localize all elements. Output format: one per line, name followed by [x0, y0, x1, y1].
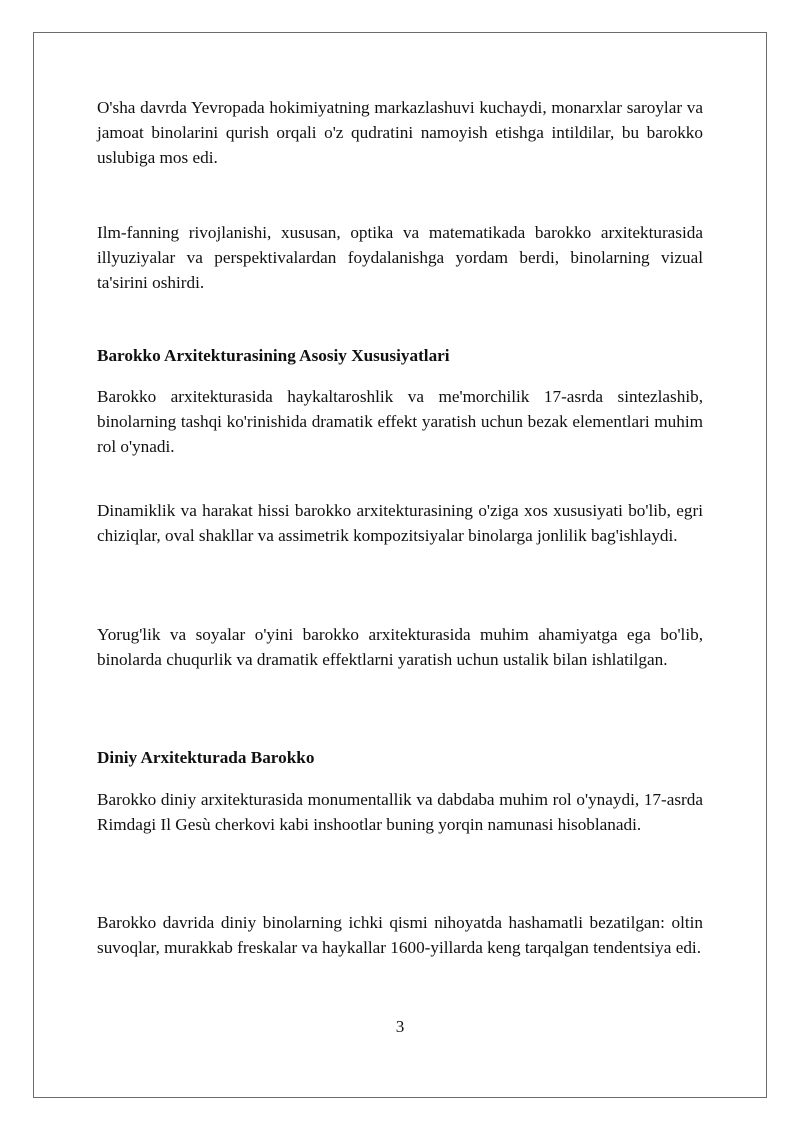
paragraph-light-shadow: Yorug'lik va soyalar o'yini barokko arxitekturasida muhim ahamiyatga ega bo'lib, binolarda chuqurlik va dramatik effektlarni yaratish uchun ustalik bilan ishlatilgan. — [97, 625, 703, 669]
paragraph-science-development: Ilm-fanning rivojlanishi, xususan, optika va matematikada barokko arxitekturasida illyuziyalar va perspektivalardan foydalanishga yordam berdi, binolarning vizual ta'sirini oshirdi. — [97, 223, 703, 292]
paragraph-interior-decoration: Barokko davrida diniy binolarning ichki qismi nihoyatda hashamatli bezatilgan: oltin suvoqlar, murakkab freskalar va haykallar 1600-yillarda keng tarqalgan tendentsiya edi. — [97, 913, 703, 957]
paragraph-monumentality: Barokko diniy arxitekturasida monumentallik va dabdaba muhim rol o'ynaydi, 17-asrda Rimdagi Il Gesù cherkovi kabi inshootlar buning yorqin namunasi hisoblanadi. — [97, 790, 703, 834]
section-heading-religious-architecture: Diniy Arxitekturada Barokko — [97, 748, 315, 767]
paragraph-sculpture-synthesis: Barokko arxitekturasida haykaltaroshlik va me'morchilik 17-asrda sintezlashib, binolarning tashqi ko'rinishida dramatik effekt yaratish uchun bezak elementlari muhim rol o'ynadi. — [97, 387, 703, 456]
section-heading-main-features: Barokko Arxitekturasining Asosiy Xususiyatlari — [97, 346, 450, 365]
paragraph-dynamism: Dinamiklik va harakat hissi barokko arxitekturasining o'ziga xos xususiyati bo'lib, egri chiziqlar, oval shakllar va assimetrik kompozitsiyalar binolarga jonlilik bag'ishlaydi. — [97, 501, 703, 545]
page-number: 3 — [395, 1017, 405, 1036]
paragraph-centralization: O'sha davrda Yevropada hokimiyatning markazlashuvi kuchaydi, monarxlar saroylar va jamoat binolarini qurish orqali o'z qudratini namoyish etishga intildilar, bu barokko uslubiga mos edi. — [97, 98, 703, 167]
